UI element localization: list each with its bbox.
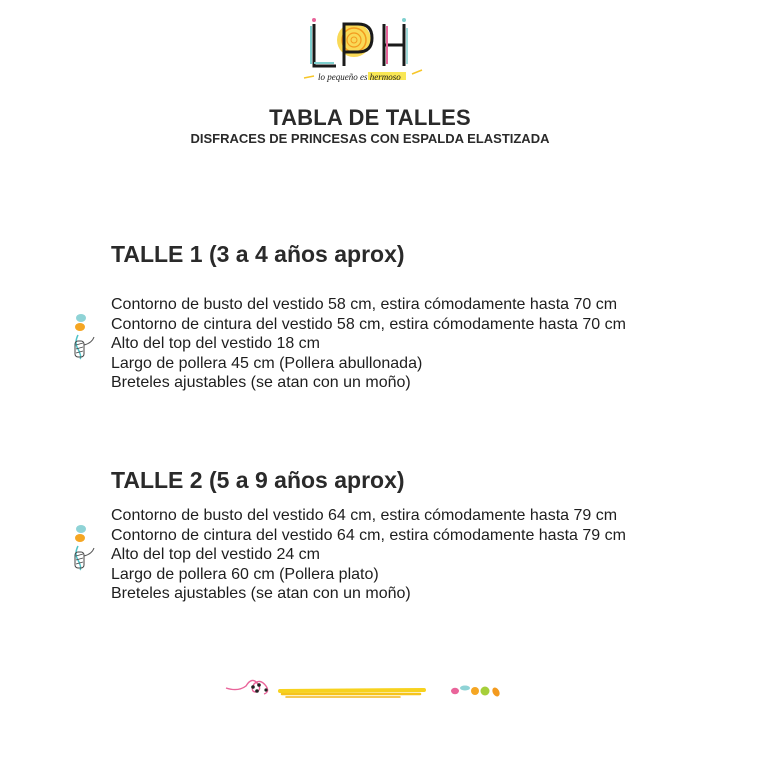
section-heading: TALLE 2 (5 a 9 años aprox) [111,467,405,493]
list-item: Contorno de cintura del vestido 58 cm, estira cómodamente hasta 70 cm [111,315,626,333]
list-item: Breteles ajustables (se atan con un moño) [111,374,411,391]
list-item: Alto del top del vestido 24 cm [111,546,321,563]
list-item: Breteles ajustables (se atan con un moño) [111,585,411,602]
size-section-2 [111,466,626,604]
page-subtitle: DISFRACES DE PRINCESAS CON ESPALDA ELASTIZADA [190,131,550,146]
list-item: Largo de pollera 60 cm (Pollera plato) [111,565,379,583]
section-heading: TALLE 1 (3 a 4 años aprox) [111,241,405,267]
doodle-divider [224,676,506,706]
list-item: Alto del top del vestido 18 cm [111,335,321,352]
svg-text:lo pequeño es hermoso: lo pequeño es hermoso [318,72,401,82]
measurements-list [111,506,626,604]
list-item: Contorno de busto del vestido 58 cm, estira cómodamente hasta 70 cm [111,296,618,313]
list-item: Largo de pollera 45 cm (Pollera abullonada) [111,354,423,372]
bead-doodle-icon [72,313,106,368]
list-item: Contorno de cintura del vestido 64 cm, estira cómodamente hasta 79 cm [111,526,626,544]
lph-logo-icon [300,14,430,86]
brand-logo [300,14,430,86]
list-item: Contorno de busto del vestido 64 cm, estira cómodamente hasta 79 cm [111,507,618,524]
page-title: TABLA DE TALLES [269,105,471,130]
bead-doodle-icon [72,524,106,579]
measurements-list [111,295,626,393]
size-section-1 [111,240,626,393]
